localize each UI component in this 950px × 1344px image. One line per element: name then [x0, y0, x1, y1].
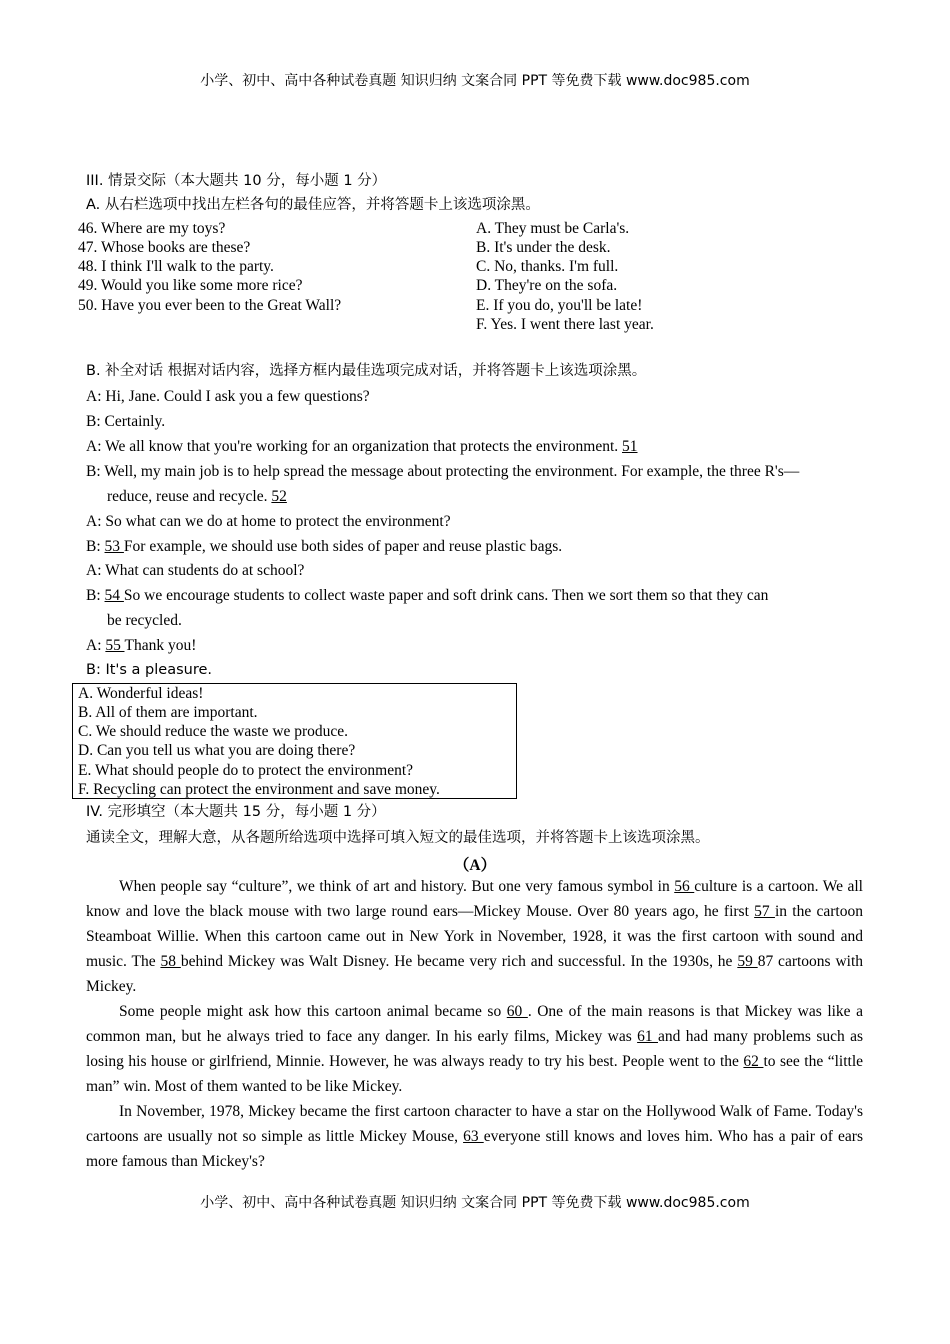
page-header: 小学、初中、高中各种试卷真题 知识归纳 文案合同 PPT 等免费下载 www.doc985.com	[200, 73, 750, 89]
option-f: F. Yes. I went there last year.	[476, 316, 654, 333]
dialogue-line: A: Hi, Jane. Could I ask you a few questions?	[86, 388, 370, 405]
option-d: D. They're on the sofa.	[476, 277, 618, 294]
dialogue-line: be recycled.	[107, 612, 182, 629]
question-49: 49. Would you like some more rice?	[78, 277, 303, 294]
section3-title: III. 情景交际（本大题共 10 分，每小题 1 分）	[86, 173, 387, 189]
blank-53: 53	[104, 538, 124, 555]
passage-text	[86, 874, 863, 1174]
blank-58: 58	[160, 953, 181, 970]
question-50: 50. Have you ever been to the Great Wall?	[78, 297, 342, 314]
option-a: A. They must be Carla's.	[476, 220, 630, 237]
dialogue-line: A: We all know that you're working for an organization that protects the environment. 51	[86, 438, 638, 455]
box-option-e: E. What should people do to protect the environment?	[78, 762, 414, 779]
blank-55: 55	[105, 637, 125, 654]
dialogue-line: B: 54 So we encourage students to collect waste paper and soft drink cans. Then we sort them so that they can	[86, 587, 769, 604]
blank-59: 59	[737, 953, 758, 970]
box-option-a: A. Wonderful ideas!	[78, 685, 204, 702]
box-option-d: D. Can you tell us what you are doing there?	[78, 742, 356, 759]
blank-56: 56	[674, 878, 695, 895]
blank-63: 63	[463, 1128, 484, 1145]
paragraph-3: In November, 1978, Mickey became the first cartoon character to have a star on the Hollywood Walk of Fame. Today's cartoons are usually not so simple as little Mickey Mouse, 63 everyone still knows and loves him. Who has a pair of ears more famous than Mickey's?	[86, 1103, 863, 1170]
blank-54: 54	[104, 587, 124, 604]
partB-instruction: B. 补全对话 根据对话内容，选择方框内最佳选项完成对话，并将答题卡上该选项涂黑。	[86, 363, 647, 379]
paragraph-1: When people say “culture”, we think of art and history. But one very famous symbol in 56 culture is a cartoon. We all know and love the black mouse with two large round ears—Mickey Mouse. Over 80 years ago, he first 57 in the cartoon Steamboat Willie. When this cartoon came out in New York in November, 1928, it was the first cartoon with sound and music. The 58 behind Mickey was Walt Disney. He became very rich and successful. In the 1930s, he 59 87 cartoons with Mickey.	[86, 878, 863, 995]
option-b: B. It's under the desk.	[476, 239, 611, 256]
blank-51: 51	[622, 438, 638, 455]
partA-instruction: A. 从右栏选项中找出左栏各句的最佳应答，并将答题卡上该选项涂黑。	[86, 197, 540, 213]
page-footer: 小学、初中、高中各种试卷真题 知识归纳 文案合同 PPT 等免费下载 www.doc985.com	[200, 1195, 750, 1211]
option-e: E. If you do, you'll be late!	[476, 297, 643, 314]
passage-label: （A）	[453, 857, 497, 874]
blank-60: 60	[506, 1003, 528, 1020]
box-option-c: C. We should reduce the waste we produce.	[78, 723, 349, 740]
blank-57: 57	[754, 903, 775, 920]
dialogue-line: B: Well, my main job is to help spread the message about protecting the environment. For example, the three R's—	[86, 463, 800, 480]
section4-title: IV. 完形填空（本大题共 15 分，每小题 1 分）	[86, 804, 386, 820]
box-option-b: B. All of them are important.	[78, 704, 258, 721]
dialogue-line: A: 55 Thank you!	[86, 637, 197, 654]
dialogue-line: reduce, reuse and recycle. 52	[107, 488, 287, 505]
dialogue-line: A: So what can we do at home to protect the environment?	[86, 513, 451, 530]
dialogue-line: A: What can students do at school?	[86, 562, 305, 579]
dialogue-line: B: 53 For example, we should use both sides of paper and reuse plastic bags.	[86, 538, 563, 555]
blank-52: 52	[271, 488, 287, 505]
paragraph-2: Some people might ask how this cartoon animal became so 60 . One of the main reasons is that Mickey was like a common man, but he always tried to face any danger. In his early films, Mickey was 61 and had many problems such as losing his house or girlfriend, Minnie. However, he was always ready to try his best. People went to the 62 to see the “little man” win. Most of them wanted to be like Mickey.	[86, 1003, 864, 1095]
box-option-f: F. Recycling can protect the environment and save money.	[78, 781, 440, 798]
dialogue-line: B: It's a pleasure.	[86, 662, 213, 678]
option-c: C. No, thanks. I'm full.	[476, 258, 619, 275]
blank-61: 61	[637, 1028, 658, 1045]
blank-62: 62	[743, 1053, 764, 1070]
question-47: 47. Whose books are these?	[78, 239, 251, 256]
section4-instruction: 通读全文，理解大意，从各题所给选项中选择可填入短文的最佳选项，并将答题卡上该选项涂黑。	[86, 830, 710, 846]
question-48: 48. I think I'll walk to the party.	[78, 258, 274, 275]
dialogue-line: B: Certainly.	[86, 413, 166, 430]
question-46: 46. Where are my toys?	[78, 220, 226, 237]
